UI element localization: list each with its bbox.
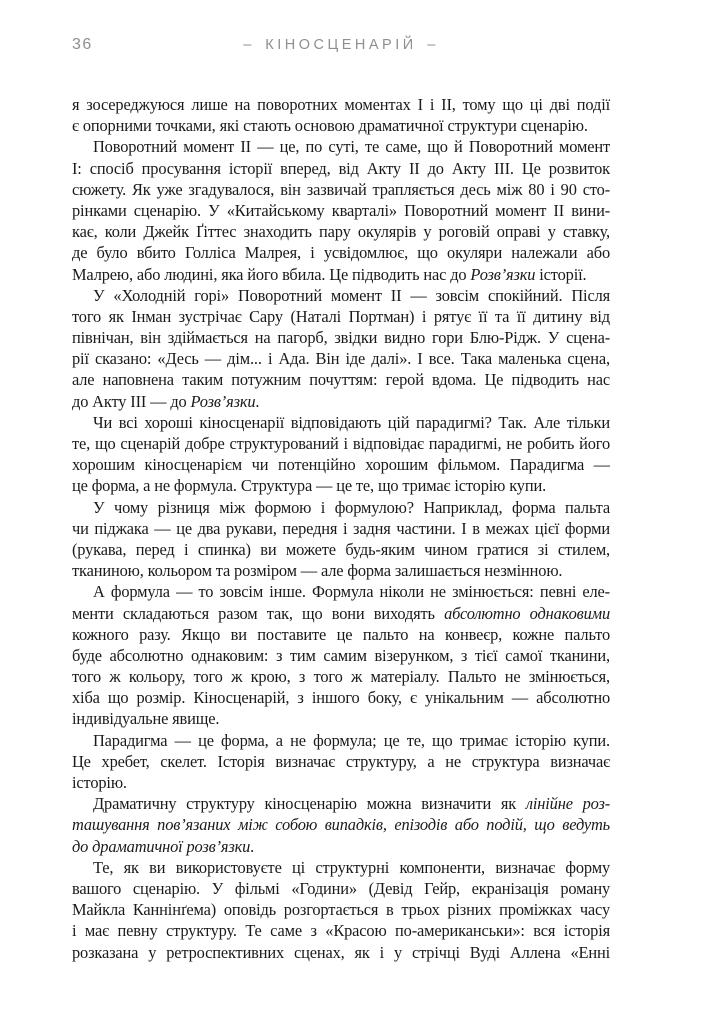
paragraph — [72, 730, 610, 794]
text-line — [72, 475, 610, 496]
text-line — [72, 581, 610, 602]
text-line — [72, 814, 610, 835]
italic-text-run: лінійне роз- — [525, 794, 610, 814]
text-run: кожного разу. Якщо ви поставите це пальто на конвеєр, кожне пальто — [72, 624, 610, 644]
paragraph — [72, 581, 610, 729]
text-run: північан, він здіймається на пагорб, звідки видно гори Блю-Рідж. У сцена- — [72, 328, 610, 348]
text-line — [72, 899, 610, 920]
text-run: буде абсолютно однаковим: з тим самим візерунком, з тієї самої тканини, — [72, 645, 610, 665]
page-number: 36 — [72, 36, 93, 53]
text-line — [72, 327, 610, 348]
text-run: це форма, а не формула. Структура — це те, що тримає історію купи. — [72, 476, 547, 496]
text-run: А формула — то зовсім інше. Формула ніколи не змінюється: певні еле- — [93, 582, 610, 602]
text-line — [72, 306, 610, 327]
text-run: Парадигма — це форма, а не формула; це те, що тримає історію купи. — [93, 730, 610, 750]
text-run: я зосереджуюся лише на поворотних моментах I і II, тому що ці дві події — [72, 95, 610, 114]
text-run: У «Холодній горі» Поворотний момент II — зовсім спокійний. Після — [93, 285, 610, 305]
text-run: Те, як ви використовуєте ці структурні компоненти, визначає форму — [93, 857, 610, 877]
text-line — [72, 836, 610, 857]
paragraph — [72, 497, 610, 582]
text-run: кає, коли Джейк Ґіттес знаходить пару окулярів у роговій оправі у ставку, — [72, 222, 610, 242]
text-line — [72, 603, 610, 624]
body-text — [72, 94, 610, 963]
text-line — [72, 454, 610, 475]
text-line — [72, 624, 610, 645]
text-run: до Акту III — до — [72, 391, 191, 411]
text-run: те, що сценарій добре структурований і відповідає парадигмі, не робить його — [72, 434, 610, 453]
text-line — [72, 369, 610, 390]
text-line — [72, 348, 610, 369]
text-run: сюжету. Як уже згадувалося, він зазвичай трапляється десь між 80 і 90 сто- — [72, 179, 610, 199]
text-line — [72, 497, 610, 518]
text-run: . — [255, 391, 260, 411]
text-run: Поворотний момент II — це, по суті, те саме, що й Поворотний момент — [93, 137, 610, 157]
text-run: того ж кольору, того ж крою, з того ж матеріалу. Пальто не змінюється, — [72, 667, 610, 687]
text-line — [72, 687, 610, 708]
text-line — [72, 433, 610, 454]
text-line — [72, 179, 610, 200]
text-line — [72, 158, 610, 179]
text-line — [72, 878, 610, 899]
text-run: Драматичну структуру кіносценарію можна визначити як — [93, 794, 526, 814]
italic-text-run: Розв’язки — [470, 264, 536, 284]
text-run: і має певну структуру. Те саме з «Красою по-американськи»: вся історія — [72, 921, 610, 941]
page-header — [72, 36, 610, 58]
text-line — [72, 200, 610, 221]
text-line — [72, 518, 610, 539]
text-run: але наповнена таким потужним почуттям: герой вдома. Це підводить нас — [72, 370, 610, 390]
text-line — [72, 539, 610, 560]
text-run: У чому різниця між формою і формулою? Наприклад, форма пальта — [93, 497, 610, 517]
text-line — [72, 115, 610, 136]
italic-text-run: до драматичної розв’язки — [72, 836, 251, 856]
text-line — [72, 285, 610, 306]
text-line — [72, 920, 610, 941]
text-run: Майкла Каннінґема) оповідь розгортається в трьох різних проміжках часу — [72, 900, 610, 920]
paragraph — [72, 793, 610, 857]
text-line — [72, 94, 610, 115]
text-line — [72, 221, 610, 242]
text-run: I: спосіб просування історії вперед, від Акту II до Акту III. Це розвиток — [72, 158, 610, 178]
text-run: хорошим кіносценарієм чи потенційно хорошим фільмом. Парадигма — — [72, 455, 610, 475]
text-line — [72, 645, 610, 666]
paragraph — [72, 94, 610, 136]
text-line — [72, 772, 610, 793]
paragraph — [72, 285, 610, 412]
text-run: Чи всі хороші кіносценарії відповідають цій парадигмі? Так. Але тільки — [93, 412, 610, 432]
text-run: є опорними точками, які стають основою драматичної структури сценарію. — [72, 116, 588, 136]
text-run: Малрею, або людині, яка його вбила. Це підводить нас до — [72, 264, 471, 284]
text-run: розказана у ретроспективних сценах, як і у стрічці Вуді Аллена «Енні — [72, 942, 610, 962]
text-run: того як Інман зустрічає Сару (Наталі Портман) і рятує її та її дитину від — [72, 306, 610, 326]
text-line — [72, 412, 610, 433]
text-run: історію. — [72, 773, 127, 792]
text-line — [72, 242, 610, 263]
text-run: де було вбито Голліса Малрея, і усвідомлює, що окуляри належали або — [72, 243, 610, 263]
text-run: тканиною, кольором та розміром — але форма залишається незмінною. — [72, 561, 563, 581]
text-run: Це хребет, скелет. Історія визначає структуру, а не структура визначає — [72, 751, 610, 771]
text-run: хіба що розмір. Кіносценарій, з іншого боку, є унікальним — абсолютно — [72, 688, 610, 708]
text-line — [72, 751, 610, 772]
text-run: чи піджака — це два рукави, передня і задня частини. І в межах цієї форми — [72, 518, 610, 538]
text-line — [72, 391, 610, 412]
text-run: рії сказано: «Десь — дім... і Ада. Він іде далі». І все. Така маленька сцена, — [72, 349, 610, 369]
paragraph — [72, 857, 610, 963]
text-run: вашого сценарію. У фільмі «Години» (Девід Гейр, екранізація роману — [72, 878, 610, 898]
text-run: індивідуальне явище. — [72, 709, 220, 729]
text-run: (рукава, перед і спинка) ви можете будь-яким чином гратися зі стилем, — [72, 539, 610, 559]
text-line — [72, 793, 610, 814]
italic-text-run: ташування пов’язаних між собою випадків, епізодів або подій, що ведуть — [72, 815, 610, 835]
paragraph — [72, 412, 610, 497]
text-run: . — [250, 836, 255, 856]
italic-text-run: Розв’язки — [190, 391, 256, 411]
text-line — [72, 730, 610, 751]
text-line — [72, 560, 610, 581]
text-line — [72, 942, 610, 963]
italic-text-run: абсолютно однаковими — [444, 603, 610, 623]
running-title: – КІНОСЦЕНАРІЙ – — [243, 37, 439, 53]
paragraph — [72, 136, 610, 284]
text-line — [72, 708, 610, 729]
text-run: менти складаються разом так, що вони виходять — [72, 603, 445, 623]
text-line — [72, 136, 610, 157]
text-run: рінками сценарію. У «Китайському кварталі» Поворотний момент II вини- — [72, 200, 610, 220]
text-line — [72, 857, 610, 878]
text-run: історії. — [535, 264, 587, 284]
text-line — [72, 264, 610, 285]
text-line — [72, 666, 610, 687]
